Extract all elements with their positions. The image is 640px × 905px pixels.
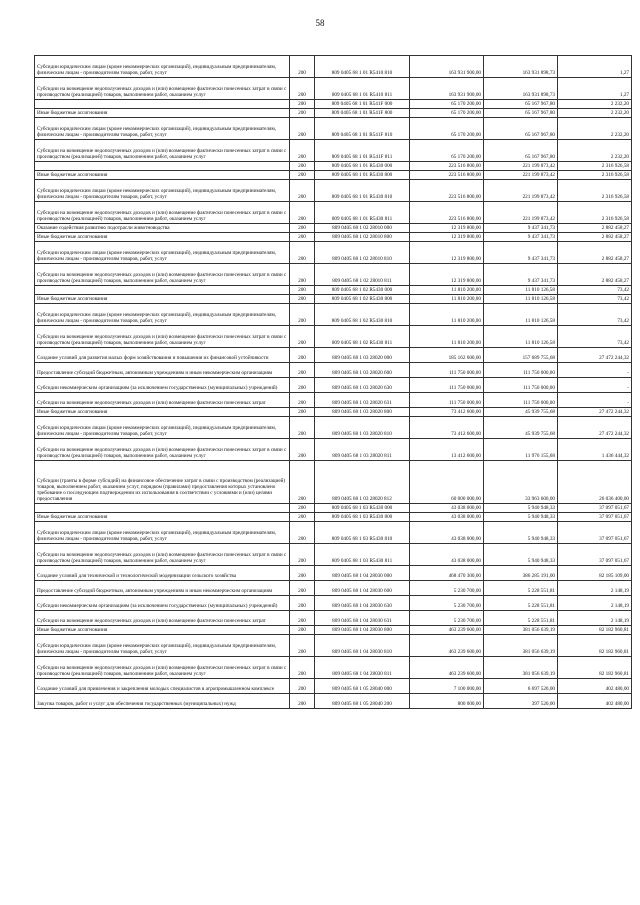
row-executed: 45 939 755,68 [484, 417, 558, 439]
row-approved: 163 931 900,00 [410, 56, 484, 78]
row-executed: 221 199 873,42 [484, 180, 558, 202]
row-classification: 809 0405 68 1 04 28030 600 [315, 581, 410, 596]
row-remaining: 2 148,19 [558, 581, 632, 596]
row-classification: 809 0405 68 1 01 R541F 000 [315, 100, 410, 109]
row-code: 200 [290, 171, 315, 180]
row-code: 200 [290, 439, 315, 461]
row-approved: 12 319 800,00 [410, 264, 484, 286]
table-row [35, 504, 632, 513]
row-remaining: 2 232,20 [558, 109, 632, 118]
row-remaining: 402 480,00 [558, 694, 632, 709]
row-classification: 809 0405 68 1 04 28030 811 [315, 657, 410, 679]
row-remaining: 82 182 960,81 [558, 635, 632, 657]
row-remaining: 27 472 244,32 [558, 408, 632, 417]
row-code: 200 [290, 109, 315, 118]
row-code: 200 [290, 56, 315, 78]
row-code: 200 [290, 162, 315, 171]
row-name: Предоставление субсидий бюджетным, автономным учреждениям и иным некоммерческим организациям [35, 363, 290, 378]
row-executed: 5 940 948,33 [484, 513, 558, 522]
row-code: 200 [290, 233, 315, 242]
row-name: Субсидии юридическим лицам (кроме некоммерческих организаций), индивидуальным предпринимателям, физическим лицам - производителям товаров, работ, услуг [35, 635, 290, 657]
page-number: 58 [315, 18, 325, 28]
row-approved: 468 470 300,00 [410, 566, 484, 581]
table-row [35, 513, 632, 522]
row-remaining: 37 097 051,67 [558, 504, 632, 513]
table-row [35, 626, 632, 635]
row-name: Закупка товаров, работ и услуг для обеспечения государственных (муниципальных) нужд [35, 694, 290, 709]
row-classification: 809 0405 68 1 02 28010 811 [315, 264, 410, 286]
row-approved: 5 230 700,00 [410, 581, 484, 596]
row-name [35, 100, 290, 109]
row-code: 200 [290, 295, 315, 304]
table-row [35, 363, 632, 378]
row-name: Предоставление субсидий бюджетным, автономным учреждениям и иным некоммерческим организациям [35, 581, 290, 596]
table-row [35, 657, 632, 679]
row-executed: 221 199 873,42 [484, 162, 558, 171]
row-approved: 13 412 600,00 [410, 439, 484, 461]
row-code: 200 [290, 242, 315, 264]
row-approved: 65 170 200,00 [410, 100, 484, 109]
table-row [35, 522, 632, 544]
table-row [35, 202, 632, 224]
row-remaining: 73,42 [558, 326, 632, 348]
row-name: Иные бюджетные ассигнования [35, 233, 290, 242]
row-name: Субсидии на возмещение недополученных доходов и (или) возмещение фактически понесенных затрат в связи с производством (реализацией) товаров, выполнением работ, оказанием услуг [35, 140, 290, 162]
row-remaining: 2 316 926,58 [558, 202, 632, 224]
row-code: 200 [290, 504, 315, 513]
row-code: 200 [290, 118, 315, 140]
row-name [35, 162, 290, 171]
table-row [35, 611, 632, 626]
table-row [35, 304, 632, 326]
row-remaining: 2 882 458,27 [558, 224, 632, 233]
row-approved: 43 038 000,00 [410, 522, 484, 544]
table-row [35, 461, 632, 504]
row-name: Субсидии на возмещение недополученных доходов и (или) возмещение фактически понесенных затрат в связи с производством (реализацией) товаров, выполнением работ, оказанием услуг [35, 202, 290, 224]
row-remaining: 37 097 051,67 [558, 513, 632, 522]
row-classification: 809 0405 68 1 03 28020 800 [315, 408, 410, 417]
row-remaining: - [558, 363, 632, 378]
row-executed: 11 976 155,68 [484, 439, 558, 461]
row-remaining: 2 232,20 [558, 100, 632, 109]
row-approved: 65 170 200,00 [410, 140, 484, 162]
row-classification: 809 0405 68 1 03 R5430 800 [315, 513, 410, 522]
row-remaining: 82 182 960,81 [558, 657, 632, 679]
row-executed: 65 167 967,80 [484, 140, 558, 162]
row-name: Субсидии на возмещение недополученных доходов и (или) возмещение фактически понесенных затрат в связи с производством (реализацией) товаров, выполнением работ, оказанием услуг [35, 264, 290, 286]
row-classification: 809 0405 68 1 01 R541F 810 [315, 118, 410, 140]
row-code: 200 [290, 393, 315, 408]
row-approved: 5 230 700,00 [410, 596, 484, 611]
row-classification: 809 0405 68 1 02 R5430 810 [315, 304, 410, 326]
table-row [35, 233, 632, 242]
row-code: 200 [290, 513, 315, 522]
row-name: Иные бюджетные ассигнования [35, 513, 290, 522]
row-classification: 809 0405 68 1 02 R5430 800 [315, 295, 410, 304]
row-executed: 65 167 967,80 [484, 118, 558, 140]
row-name: Субсидии (гранты в форме субсидий) на финансовое обеспечение затрат в связи с производством (реализацией) товаров, выполнением работ, оказанием услуг, порядком (правилами) предоставления которых установлено требование о последующем подтверждении их использования в соответствии с условиями и (или) целями предоставления [35, 461, 290, 504]
row-executed: 9 437 341,73 [484, 224, 558, 233]
table-row [35, 408, 632, 417]
row-name: Субсидии на возмещение недополученных доходов и (или) возмещение фактически понесенных затрат в связи с производством (реализацией) товаров, выполнением работ, оказанием услуг [35, 544, 290, 566]
row-code: 200 [290, 264, 315, 286]
budget-execution-table [34, 55, 632, 709]
row-classification: 809 0405 68 1 01 R5430 811 [315, 202, 410, 224]
row-approved: 60 000 000,00 [410, 461, 484, 504]
row-classification: 809 0405 68 1 03 R5430 811 [315, 544, 410, 566]
table-row [35, 596, 632, 611]
row-approved: 73 412 600,00 [410, 408, 484, 417]
row-name: Иные бюджетные ассигнования [35, 626, 290, 635]
row-executed: 157 689 755,68 [484, 348, 558, 363]
row-remaining: 2 148,19 [558, 611, 632, 626]
row-name: Субсидии юридическим лицам (кроме некоммерческих организаций), индивидуальным предпринимателям, физическим лицам - производителям товаров, работ, услуг [35, 118, 290, 140]
row-classification: 809 0405 68 1 04 28030 800 [315, 626, 410, 635]
row-remaining: 2 316 926,58 [558, 180, 632, 202]
table-row [35, 118, 632, 140]
row-remaining: - [558, 378, 632, 393]
row-classification: 809 0405 68 1 03 28020 631 [315, 393, 410, 408]
row-classification: 809 0405 68 1 04 28030 000 [315, 566, 410, 581]
row-classification: 809 0405 68 1 01 R5410 810 [315, 56, 410, 78]
row-approved: 11 810 200,00 [410, 304, 484, 326]
row-name: Субсидии юридическим лицам (кроме некоммерческих организаций), индивидуальным предпринимателям, физическим лицам - производителям товаров, работ, услуг [35, 180, 290, 202]
row-approved: 185 162 600,00 [410, 348, 484, 363]
row-executed: 11 810 126,58 [484, 326, 558, 348]
table-row [35, 100, 632, 109]
row-classification: 809 0405 68 1 02 28010 810 [315, 242, 410, 264]
row-executed: 65 167 967,80 [484, 109, 558, 118]
row-approved: 12 319 800,00 [410, 224, 484, 233]
row-executed: 6 697 520,00 [484, 679, 558, 694]
row-code: 200 [290, 544, 315, 566]
row-approved: 73 412 600,00 [410, 417, 484, 439]
row-classification: 809 0405 68 1 01 R5430 810 [315, 180, 410, 202]
row-name: Создание условий для привлечения и закрепления молодых специалистов в агропромышленном комплексе [35, 679, 290, 694]
row-code: 200 [290, 417, 315, 439]
row-classification: 809 0405 68 1 01 R5430 800 [315, 171, 410, 180]
row-name: Субсидии юридическим лицам (кроме некоммерческих организаций), индивидуальным предпринимателям, физическим лицам - производителям товаров, работ, услуг [35, 304, 290, 326]
row-name: Субсидии юридическим лицам (кроме некоммерческих организаций), индивидуальным предпринимателям, физическим лицам - производителям товаров, работ, услуг [35, 417, 290, 439]
table-body [35, 56, 632, 709]
row-code: 200 [290, 657, 315, 679]
row-remaining: 402 480,00 [558, 679, 632, 694]
row-approved: 11 810 200,00 [410, 295, 484, 304]
row-approved: 463 239 600,00 [410, 626, 484, 635]
row-name: Создание условий для технической и технологической модернизации сельского хозяйства [35, 566, 290, 581]
table-row [35, 180, 632, 202]
row-code: 200 [290, 378, 315, 393]
row-name: Создание условий для развития малых форм хозяйствования и повышения их финансовой устойчивости [35, 348, 290, 363]
row-approved: 223 516 800,00 [410, 202, 484, 224]
table-row [35, 439, 632, 461]
row-classification: 809 0405 68 1 01 R5410 811 [315, 78, 410, 100]
row-code: 200 [290, 694, 315, 709]
row-name: Иные бюджетные ассигнования [35, 171, 290, 180]
row-classification: 809 0405 68 1 04 28030 631 [315, 611, 410, 626]
row-approved: 111 750 000,00 [410, 378, 484, 393]
table-row [35, 679, 632, 694]
table-row [35, 694, 632, 709]
row-remaining: - [558, 393, 632, 408]
row-code: 200 [290, 611, 315, 626]
row-code: 200 [290, 78, 315, 100]
row-remaining: 37 097 051,67 [558, 522, 632, 544]
row-name: Оказание содействия развитию подотрасли животноводства [35, 224, 290, 233]
table-row [35, 417, 632, 439]
row-remaining: 73,42 [558, 304, 632, 326]
row-executed: 221 199 873,42 [484, 202, 558, 224]
table-row [35, 544, 632, 566]
row-classification: 809 0405 68 1 02 R5430 000 [315, 286, 410, 295]
row-name: Субсидии некоммерческим организациям (за исключением государственных (муниципальных) учреждений) [35, 596, 290, 611]
row-executed: 111 750 000,00 [484, 363, 558, 378]
row-remaining: 2 316 926,58 [558, 162, 632, 171]
row-classification: 809 0405 68 1 03 28020 811 [315, 439, 410, 461]
table-row [35, 378, 632, 393]
row-classification: 809 0405 68 1 02 28010 800 [315, 233, 410, 242]
table-row [35, 242, 632, 264]
row-code: 200 [290, 679, 315, 694]
row-classification: 809 0405 68 1 03 28020 600 [315, 363, 410, 378]
row-executed: 381 056 639,19 [484, 626, 558, 635]
row-code: 200 [290, 566, 315, 581]
table-row [35, 635, 632, 657]
row-approved: 111 750 000,00 [410, 363, 484, 378]
row-executed: 381 056 639,19 [484, 635, 558, 657]
row-code: 200 [290, 363, 315, 378]
row-executed: 397 520,00 [484, 694, 558, 709]
row-classification: 809 0405 68 1 02 R5430 811 [315, 326, 410, 348]
table-row [35, 171, 632, 180]
row-classification: 809 0405 68 1 05 28040 000 [315, 679, 410, 694]
row-remaining: 2 882 458,27 [558, 264, 632, 286]
row-classification: 809 0405 68 1 03 28020 812 [315, 461, 410, 504]
row-approved: 11 810 200,00 [410, 286, 484, 295]
row-name: Субсидии на возмещение недополученных доходов и (или) возмещение фактически понесенных затрат в связи с производством (реализацией) товаров, выполнением работ, оказанием услуг [35, 657, 290, 679]
table-row [35, 162, 632, 171]
row-classification: 809 0405 68 1 03 28020 630 [315, 378, 410, 393]
table-row [35, 264, 632, 286]
row-approved: 223 516 800,00 [410, 171, 484, 180]
row-remaining: 37 097 051,67 [558, 544, 632, 566]
row-classification: 809 0405 68 1 03 R5430 000 [315, 504, 410, 513]
row-executed: 5 940 948,33 [484, 504, 558, 513]
row-code: 200 [290, 408, 315, 417]
row-classification: 809 0405 68 1 01 R5430 000 [315, 162, 410, 171]
row-code: 200 [290, 461, 315, 504]
row-classification: 809 0405 68 1 05 28040 200 [315, 694, 410, 709]
row-executed: 9 437 341,73 [484, 242, 558, 264]
row-executed: 386 285 191,00 [484, 566, 558, 581]
row-name [35, 504, 290, 513]
row-code: 200 [290, 326, 315, 348]
row-approved: 65 170 200,00 [410, 109, 484, 118]
row-classification: 809 0405 68 1 03 28020 000 [315, 348, 410, 363]
row-code: 200 [290, 581, 315, 596]
table-row [35, 140, 632, 162]
row-approved: 11 810 200,00 [410, 326, 484, 348]
row-executed: 5 940 948,33 [484, 522, 558, 544]
row-classification: 809 0405 68 1 04 28030 810 [315, 635, 410, 657]
row-remaining: 2 148,19 [558, 596, 632, 611]
row-classification: 809 0405 68 1 04 28030 630 [315, 596, 410, 611]
table-row [35, 286, 632, 295]
row-executed: 111 750 000,00 [484, 378, 558, 393]
row-executed: 11 810 126,58 [484, 295, 558, 304]
row-executed: 5 228 551,81 [484, 581, 558, 596]
row-name: Субсидии юридическим лицам (кроме некоммерческих организаций), индивидуальным предпринимателям, физическим лицам - производителям товаров, работ, услуг [35, 242, 290, 264]
row-name: Субсидии на возмещение недополученных доходов и (или) возмещение фактически понесенных затрат в связи с производством (реализацией) товаров, выполнением работ, оказанием услуг [35, 439, 290, 461]
row-executed: 381 056 639,19 [484, 657, 558, 679]
row-remaining: 1,27 [558, 56, 632, 78]
row-executed: 221 199 873,42 [484, 171, 558, 180]
table-row [35, 348, 632, 363]
row-remaining: 2 232,20 [558, 140, 632, 162]
row-remaining: 2 882 458,27 [558, 233, 632, 242]
row-code: 200 [290, 180, 315, 202]
row-code: 200 [290, 224, 315, 233]
row-classification: 809 0405 68 1 03 28020 810 [315, 417, 410, 439]
row-classification: 809 0405 68 1 01 R541F 811 [315, 140, 410, 162]
row-executed: 9 437 341,73 [484, 264, 558, 286]
row-approved: 43 038 000,00 [410, 513, 484, 522]
row-approved: 463 239 600,00 [410, 635, 484, 657]
row-approved: 223 516 800,00 [410, 180, 484, 202]
row-remaining: 73,42 [558, 295, 632, 304]
row-remaining: 2 232,20 [558, 118, 632, 140]
row-name: Иные бюджетные ассигнования [35, 295, 290, 304]
row-code: 200 [290, 202, 315, 224]
table-row [35, 295, 632, 304]
row-name: Субсидии на возмещение недополученных доходов и (или) возмещение фактически понесенных затрат в связи с производством (реализацией) товаров, выполнением работ, оказанием услуг [35, 78, 290, 100]
row-code: 200 [290, 304, 315, 326]
row-approved: 5 230 700,00 [410, 611, 484, 626]
row-executed: 5 228 551,81 [484, 596, 558, 611]
row-executed: 5 228 551,81 [484, 611, 558, 626]
row-code: 200 [290, 596, 315, 611]
row-approved: 800 000,00 [410, 694, 484, 709]
row-remaining: 82 185 109,00 [558, 566, 632, 581]
row-name: Субсидии юридическим лицам (кроме некоммерческих организаций), индивидуальным предпринимателям, физическим лицам - производителям товаров, работ, услуг [35, 56, 290, 78]
row-approved: 463 239 600,00 [410, 657, 484, 679]
row-classification: 809 0405 68 1 03 R5430 810 [315, 522, 410, 544]
table-row [35, 109, 632, 118]
row-code: 200 [290, 635, 315, 657]
row-approved: 163 931 900,00 [410, 78, 484, 100]
table-row [35, 224, 632, 233]
row-approved: 7 100 000,00 [410, 679, 484, 694]
row-remaining: 82 182 960,81 [558, 626, 632, 635]
table-row [35, 393, 632, 408]
row-remaining: 26 036 400,00 [558, 461, 632, 504]
row-classification: 809 0405 68 1 02 28010 000 [315, 224, 410, 233]
row-approved: 43 038 000,00 [410, 504, 484, 513]
row-code: 200 [290, 348, 315, 363]
row-approved: 12 319 800,00 [410, 233, 484, 242]
row-executed: 11 810 126,58 [484, 304, 558, 326]
table-row [35, 566, 632, 581]
row-approved: 111 750 000,00 [410, 393, 484, 408]
row-name [35, 286, 290, 295]
row-name: Субсидии юридическим лицам (кроме некоммерческих организаций), индивидуальным предпринимателям, физическим лицам - производителям товаров, работ, услуг [35, 522, 290, 544]
row-name: Субсидии на возмещение недополученных доходов и (или) возмещение фактически понесенных затрат [35, 393, 290, 408]
row-code: 200 [290, 286, 315, 295]
row-remaining: 1,27 [558, 78, 632, 100]
row-approved: 43 038 000,00 [410, 544, 484, 566]
row-code: 200 [290, 522, 315, 544]
row-code: 200 [290, 626, 315, 635]
row-name: Иные бюджетные ассигнования [35, 109, 290, 118]
row-executed: 11 810 126,58 [484, 286, 558, 295]
row-executed: 65 167 967,80 [484, 100, 558, 109]
row-code: 200 [290, 140, 315, 162]
table-row [35, 581, 632, 596]
row-remaining: 27 472 244,32 [558, 417, 632, 439]
row-executed: 111 750 000,00 [484, 393, 558, 408]
table-row [35, 56, 632, 78]
row-remaining: 1 436 444,32 [558, 439, 632, 461]
row-classification: 809 0405 68 1 01 R541F 800 [315, 109, 410, 118]
row-remaining: 73,42 [558, 286, 632, 295]
row-remaining: 2 316 926,58 [558, 171, 632, 180]
row-remaining: 27 472 244,32 [558, 348, 632, 363]
row-executed: 163 931 898,73 [484, 56, 558, 78]
row-executed: 163 931 898,73 [484, 78, 558, 100]
table-row [35, 326, 632, 348]
row-name: Субсидии на возмещение недополученных доходов и (или) возмещение фактически понесенных затрат [35, 611, 290, 626]
row-executed: 9 437 341,73 [484, 233, 558, 242]
row-name: Субсидии некоммерческим организациям (за исключением государственных (муниципальных) учреждений) [35, 378, 290, 393]
row-executed: 33 963 600,00 [484, 461, 558, 504]
row-code: 200 [290, 100, 315, 109]
table-row [35, 78, 632, 100]
row-approved: 12 319 800,00 [410, 242, 484, 264]
row-approved: 223 516 800,00 [410, 162, 484, 171]
row-name: Иные бюджетные ассигнования [35, 408, 290, 417]
row-executed: 45 939 755,68 [484, 408, 558, 417]
row-remaining: 2 882 458,27 [558, 242, 632, 264]
row-executed: 5 940 948,33 [484, 544, 558, 566]
row-name: Субсидии на возмещение недополученных доходов и (или) возмещение фактически понесенных затрат в связи с производством (реализацией) товаров, выполнением работ, оказанием услуг [35, 326, 290, 348]
row-approved: 65 170 200,00 [410, 118, 484, 140]
